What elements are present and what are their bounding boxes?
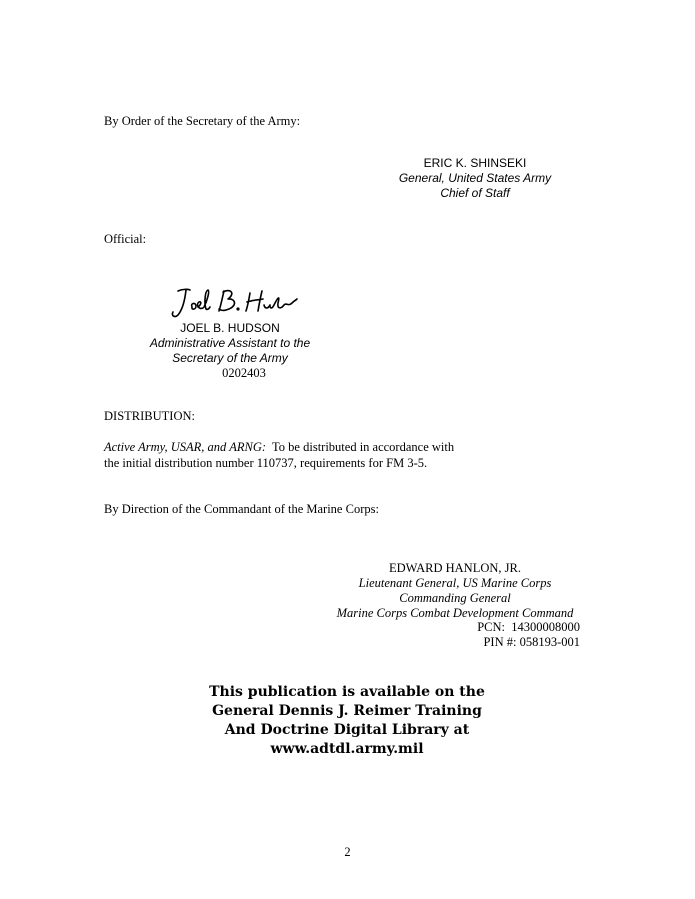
page-number: 2 — [344, 845, 351, 859]
official-signature-block — [130, 321, 330, 381]
usmc-codes — [420, 620, 580, 650]
notice-line2: General Dennis J. Reimer Training — [212, 703, 482, 719]
notice-line1: This publication is available on the — [209, 684, 485, 700]
official-code: 0202403 — [222, 366, 266, 380]
army-signer-title: Chief of Staff — [440, 186, 510, 200]
official-title-line1: Administrative Assistant to the — [149, 336, 311, 350]
usmc-signer-name: EDWARD HANLON, JR. — [389, 561, 521, 575]
distribution-heading: DISTRIBUTION: — [104, 409, 195, 423]
distribution-text — [104, 440, 454, 471]
usmc-signer-title2: Marine Corps Combat Development Command — [336, 606, 574, 620]
usmc-signature-block — [300, 561, 610, 621]
distribution-line2: the initial distribution number 110737, requirements for FM 3-5. — [104, 455, 428, 470]
army-signer-name: ERIC K. SHINSEKI — [423, 156, 527, 170]
usmc-direction-line: By Direction of the Commandant of the Marine Corps: — [104, 502, 379, 516]
usmc-signer-rank: Lieutenant General, US Marine Corps — [358, 576, 552, 590]
official-label: Official: — [104, 232, 147, 246]
notice-url: www.adtdl.army.mil — [270, 741, 424, 757]
handwritten-signature — [168, 285, 300, 321]
pcn-code: PCN: 14300008000 — [477, 620, 580, 634]
army-signature-block — [380, 156, 570, 201]
distribution-line1: To be distributed in accordance with — [266, 440, 455, 454]
official-title-line2: Secretary of the Army — [172, 351, 288, 365]
distribution-lead: Active Army, USAR, and ARNG: — [104, 440, 267, 454]
army-order-line: By Order of the Secretary of the Army: — [104, 114, 301, 128]
notice-line3: And Doctrine Digital Library at — [224, 722, 470, 738]
availability-notice — [147, 683, 547, 759]
official-name: JOEL B. HUDSON — [180, 321, 280, 335]
pin-code: PIN #: 058193-001 — [483, 635, 580, 649]
usmc-signer-title1: Commanding General — [399, 591, 511, 605]
army-signer-rank: General, United States Army — [398, 171, 552, 185]
